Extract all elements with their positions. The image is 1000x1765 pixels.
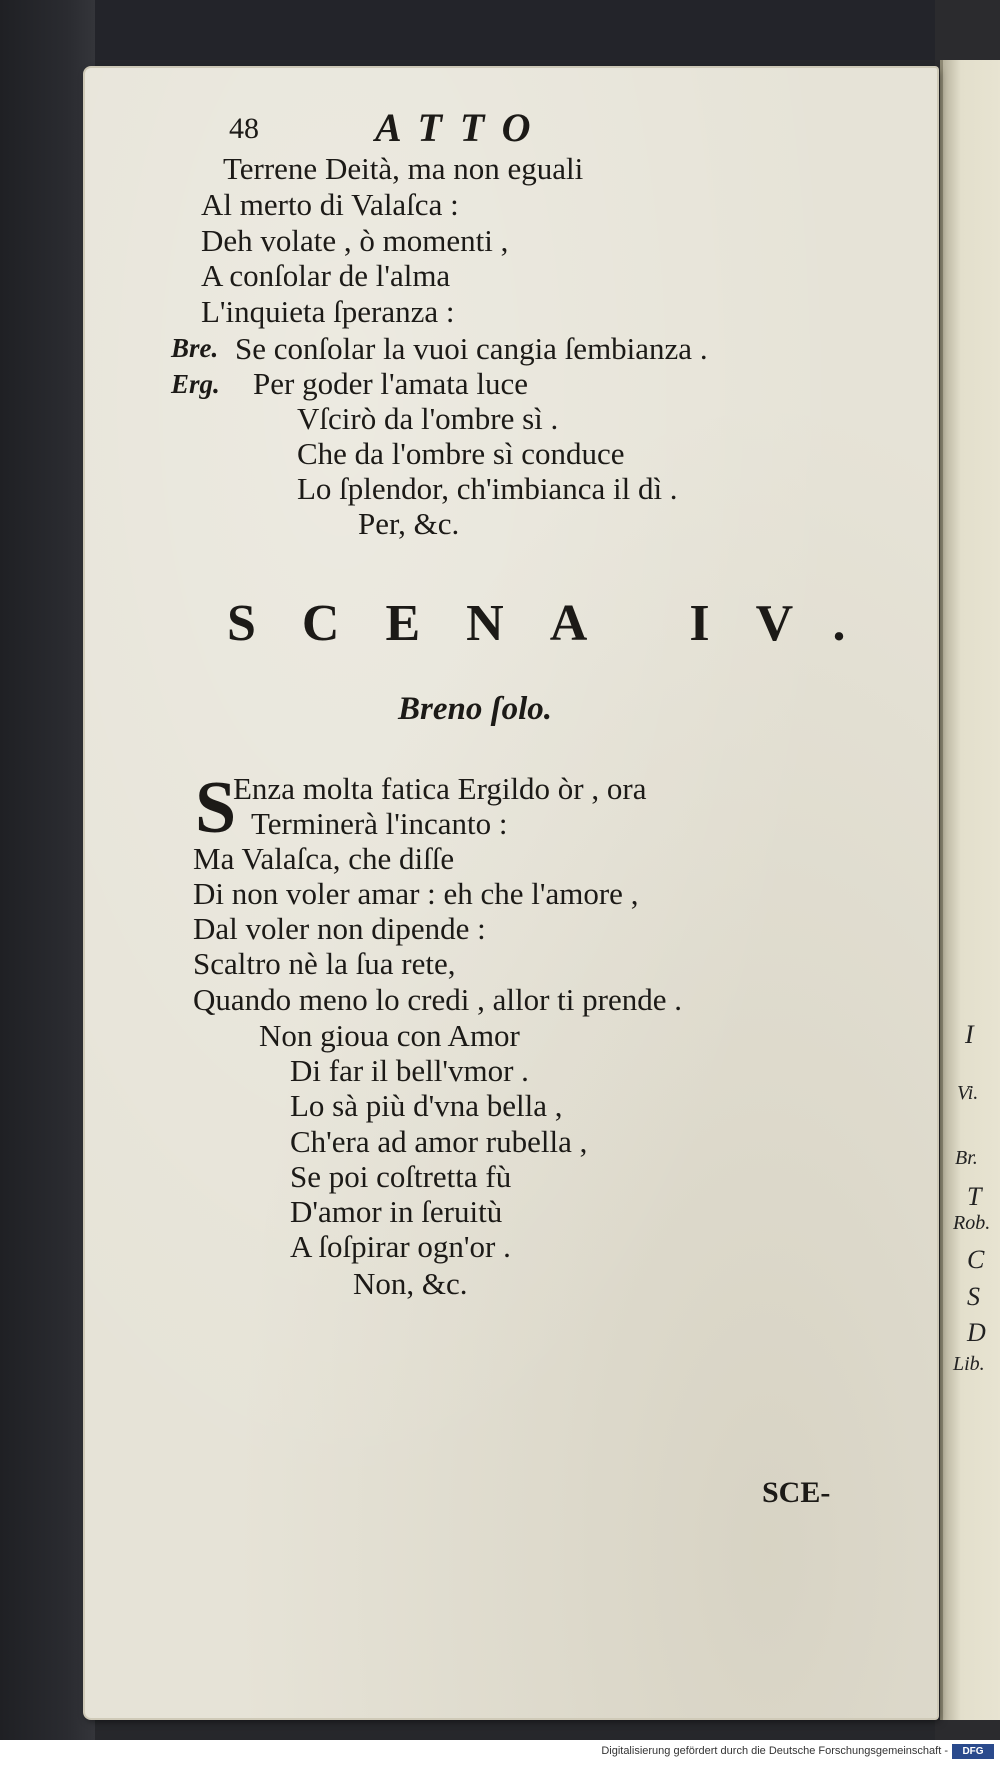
scene-title: SCENA IV.	[227, 595, 892, 652]
aria-line: Vſcirò da l'ombre sì .	[297, 401, 559, 436]
song-line: Se poi coſtretta fù	[290, 1159, 512, 1194]
aria-line: Che da l'ombre sì conduce	[297, 436, 625, 471]
adjacent-page-fragment: Br.	[955, 1147, 978, 1169]
adjacent-page-fragment: T	[967, 1182, 982, 1211]
adjacent-page-fragment: S	[967, 1282, 980, 1311]
aria-line: Lo ſplendor, ch'imbianca il dì .	[297, 471, 678, 506]
verse-line: L'inquieta ſperanza :	[201, 294, 455, 329]
song-repeat: Non, &c.	[353, 1266, 468, 1301]
stage-direction: Breno ſolo.	[398, 691, 553, 727]
adjacent-page-fragment: I	[965, 1020, 974, 1049]
monologue-line: Scaltro nè la ſua rete,	[193, 946, 456, 981]
dialogue-line: Per goder l'amata luce	[253, 366, 528, 401]
adjacent-page-fragment: Rob.	[953, 1212, 991, 1234]
catchword: SCE-	[762, 1476, 831, 1509]
dfg-logo: DFG	[952, 1744, 994, 1759]
adjacent-page-fragment: Lib.	[953, 1353, 985, 1375]
song-line: Non gioua con Amor	[259, 1018, 520, 1053]
speaker-label: Bre.	[171, 333, 219, 363]
song-line: A ſoſpirar ogn'or .	[290, 1229, 511, 1264]
song-line: Di far il bell'vmor .	[290, 1053, 529, 1088]
scan-background-top	[0, 0, 1000, 60]
adjacent-page-fragment: C	[967, 1245, 985, 1274]
verse-line: Al merto di Valaſca :	[201, 187, 459, 222]
monologue-line: Di non voler amar : eh che l'amore ,	[193, 876, 639, 911]
verse-line: A conſolar de l'alma	[201, 258, 451, 293]
page-number: 48	[229, 112, 259, 145]
running-header: ATTO	[375, 105, 549, 150]
scan-background-left	[0, 0, 95, 1765]
monologue-line: Ma Valaſca, che diſſe	[193, 841, 455, 876]
digitization-footer	[0, 1740, 1000, 1765]
book-page	[85, 68, 937, 1718]
speaker-label: Erg.	[171, 369, 220, 399]
adjacent-page-edge	[940, 60, 1000, 1720]
song-line: Lo sà più d'vna bella ,	[290, 1088, 563, 1123]
footer-credit: Digitalisierung gefördert durch die Deutsche Forschungsgemeinschaft -	[601, 1745, 948, 1757]
drop-cap: S	[195, 767, 237, 849]
verse-line: Terrene Deità, ma non eguali	[223, 151, 584, 186]
song-line: Ch'era ad amor rubella ,	[290, 1124, 588, 1159]
adjacent-page-fragment: D	[967, 1318, 986, 1347]
aria-repeat: Per, &c.	[358, 506, 460, 541]
monologue-line: Dal voler non dipende :	[193, 911, 486, 946]
adjacent-page-fragment: Vi.	[957, 1082, 979, 1104]
dialogue-line: Se conſolar la vuoi cangia ſembianza .	[235, 331, 708, 366]
monologue-line: Terminerà l'incanto :	[251, 806, 508, 841]
verse-line: Deh volate , ò momenti ,	[201, 223, 509, 258]
monologue-line: Quando meno lo credi , allor ti prende .	[193, 982, 682, 1017]
song-line: D'amor in ſeruitù	[290, 1194, 503, 1229]
monologue-first-line: Enza molta fatica Ergildo òr , ora	[233, 771, 647, 806]
